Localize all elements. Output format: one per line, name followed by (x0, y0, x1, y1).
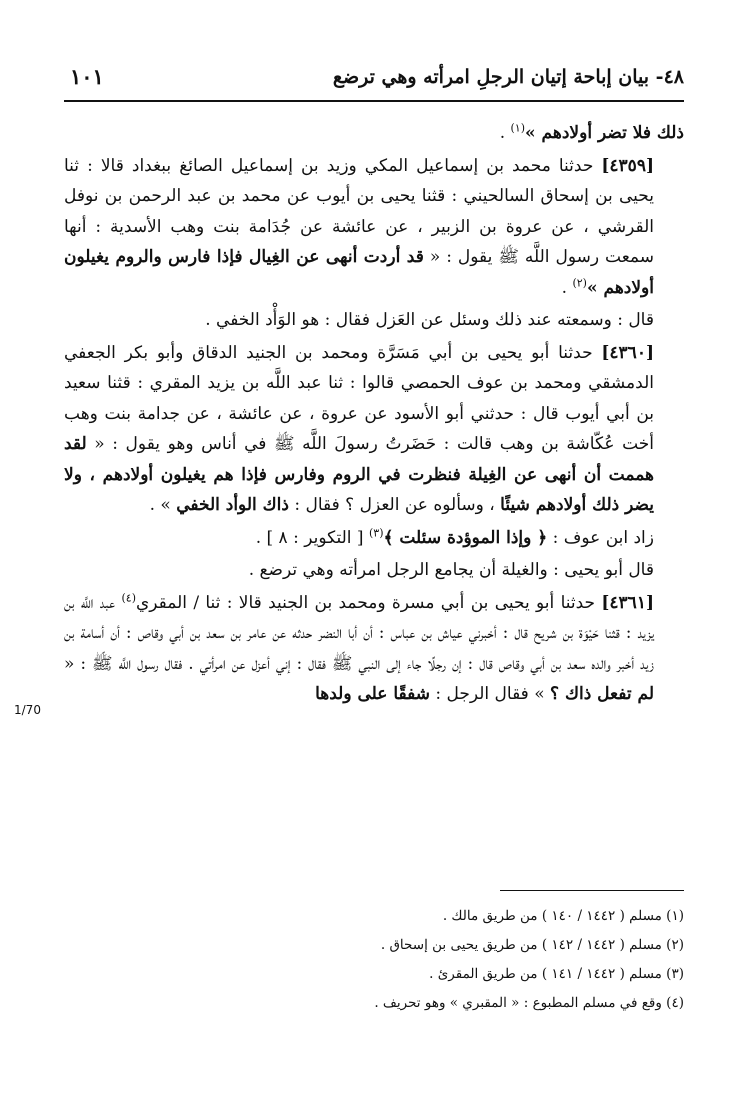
margin-note: 1/70 (14, 703, 41, 717)
footnote-ref: (٤) (121, 590, 136, 604)
hadith-chain: حدثنا أبو يحيى بن أبي مسرة ومحمد بن الجنيد قالا : ثنا / المقري (135, 592, 602, 613)
hadith-chain: حدثنا أبو يحيى بن أبي مَسَرَّة ومحمد بن الجنيد الدقاق وأبو بكر الجعفي الدمشقي ومحمد بن عوف الحمصي قالوا : ثنا عبد اللَّه بن يزيد المقري : قثنا سعيد بن أبي أيوب قال : حدثني أبو الأسود عن عروة ، عن عائشة ، عن جدامة بنت وهب أخت عُكّاشة بن وهب قالت : حَضَرتُ رسولَ اللَّه ﷺ في أناس وهو يقول : « (64, 342, 654, 454)
footnote-ref: (٢) (572, 275, 587, 289)
footnote-ref: (٣) (368, 525, 384, 539)
paragraph-abu-yahya: قال أبو يحيى : والغيلة أن يجامع الرجل امرأته وهي ترضع . (248, 560, 654, 580)
hadith-4359 (64, 151, 684, 304)
paragraph-ibn-awf (64, 523, 684, 554)
hadith-number: [٤٣٦٠] (601, 342, 654, 363)
hadith-number: [٤٣٦١] (601, 592, 654, 613)
hadith-quote: قد أردت أنهى عن الغِيال فإذا فارس والروم يغيلون أولادهم » (64, 247, 654, 298)
hadith-quote: شفقًا على ولدها (315, 684, 430, 704)
footnote-ref: (١) (510, 121, 526, 135)
page-body (64, 118, 684, 710)
footnote-2: (٢) مسلم ( ١٤٤٢ / ١٤٢ ) من طريق يحيى بن إسحاق . (380, 937, 684, 953)
paragraph-end: . (561, 277, 573, 298)
hadith-quote: لقد هممت أن أنهى عن الغِيلة فنظرت في الروم وفارس فإذا هم يغيلون أولادهم ، ولا يضر ذلك أولادهم شيئًا (64, 434, 654, 515)
hadith-chain: حدثنا محمد بن إسماعيل المكي وزيد بن إسماعيل الصائغ ببغداد قالا : ثنا يحيى بن إسحاق السالحيني : قثنا يحيى بن أيوب عن محمد بن عبد الرحمن بن نوفل القرشي ، عن عروة بن الزبير ، عن عائشة عن جُدَامة بنت وهب الأسدية : أنها سمعت رسول اللَّه ﷺ يقول : « (64, 155, 655, 267)
paragraph-azl: قال : وسمعته عند ذلك وسئل عن العَزل فقال : هو الوَأْد الخفي . (205, 310, 654, 330)
page-header (64, 52, 684, 102)
narrator-text: زاد ابن عوف : (547, 527, 654, 548)
paragraph-end: » . (149, 495, 177, 515)
footnote-divider (500, 890, 684, 891)
hadith-number: [٤٣٥٩] (601, 155, 654, 176)
hadith-text-bold: ذلك فلا تضر أولادهم » (525, 123, 684, 143)
chapter-title: ٤٨- بيان إباحة إتيان الرجلِ امرأته وهي ترضع (332, 66, 684, 88)
hadith-chain: عبد اللَّه بن يزيد : قثنا حَيْوَة بن شريح قال : أخبرني عياش بن عباس : أن أبا النضر حدثه عن عامر بن سعد بن أبي وقاص : أن أسامة بن زيد أخبر والده سعد بن أبي وقاص قال : إن رجلًا جاء إلى النبي ﷺ فقال : إني أعزل عن امرأتي . فقال رسول اللَّه ﷺ : « (64, 592, 654, 674)
quran-reference: [ التكوير : ٨ ] . (255, 527, 369, 548)
hadith-text: ، وسألوه عن العزل ؟ فقال : (288, 495, 501, 515)
hadith-4361 (64, 588, 684, 710)
quran-quote: ﴿ وإذا الموؤدة سئلت ﴾ (383, 527, 548, 548)
paragraph-continuation (64, 118, 684, 149)
footnote-3: (٣) مسلم ( ١٤٤٢ / ١٤١ ) من طريق المقرئ . (429, 966, 684, 982)
page-number: ١٠١ (70, 64, 104, 89)
hadith-quote: ذاك الوأد الخفي (176, 495, 289, 515)
footnote-4: (٤) وقع في مسلم المطبوع : « المقبري » وهو تحريف . (374, 995, 684, 1011)
paragraph-end: . (499, 123, 511, 143)
hadith-quote: لم تفعل ذاك ؟ (550, 684, 654, 704)
hadith-text: » فقال الرجل : (429, 684, 551, 704)
footnote-1: (١) مسلم ( ١٤٤٢ / ١٤٠ ) من طريق مالك . (442, 908, 684, 924)
footnotes (64, 902, 684, 1018)
hadith-4360 (64, 338, 684, 521)
